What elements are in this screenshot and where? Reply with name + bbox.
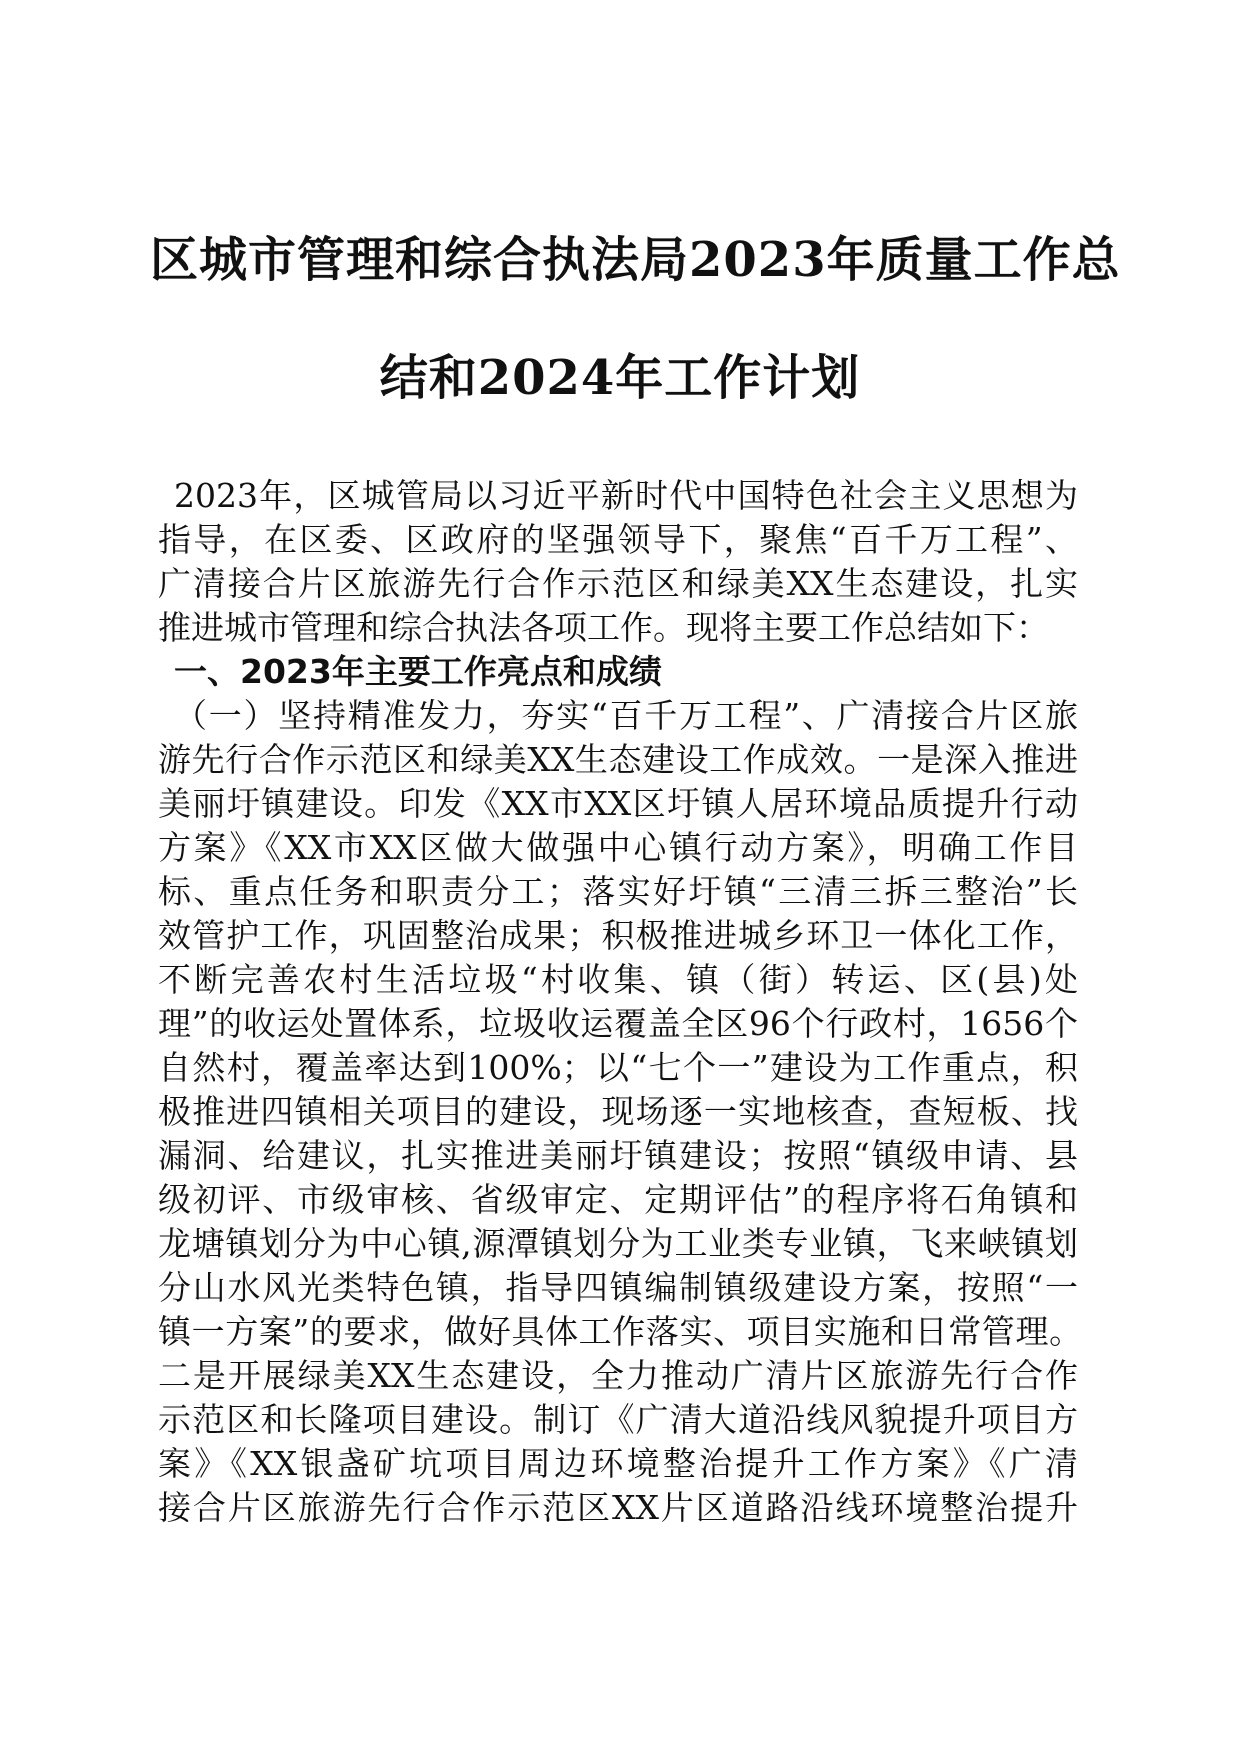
paragraph-line: 分山水风光类特色镇，指导四镇编制镇级建设方案，按照“一 (158, 1268, 1078, 1307)
paragraph-line: 广清接合片区旅游先行合作示范区和绿美XX生态建设，扎实 (158, 564, 1078, 603)
paragraph-line: 极推进四镇相关项目的建设，现场逐一实地核查，查短板、找 (158, 1092, 1078, 1131)
paragraph-line: 级初评、市级审核、省级审定、定期评估”的程序将石角镇和 (158, 1180, 1078, 1219)
paragraph-line: 理”的收运处置体系，垃圾收运覆盖全区96个行政村，1656个 (158, 1004, 1078, 1043)
paragraph-line: 游先行合作示范区和绿美XX生态建设工作成效。一是深入推进 (158, 740, 1078, 779)
paragraph-line: 效管护工作，巩固整治成果；积极推进城乡环卫一体化工作， (158, 916, 1078, 955)
section-heading: 一、2023年主要工作亮点和成绩 (174, 652, 662, 691)
paragraph-line: 接合片区旅游先行合作示范区XX片区道路沿线环境整治提升 (158, 1488, 1078, 1527)
paragraph-line: 案》《XX银盏矿坑项目周边环境整治提升工作方案》《广清 (158, 1444, 1078, 1483)
paragraph-line: 美丽圩镇建设。印发《XX市XX区圩镇人居环境品质提升行动 (158, 784, 1078, 823)
paragraph-line: 二是开展绿美XX生态建设，全力推动广清片区旅游先行合作 (158, 1356, 1078, 1395)
paragraph-line: 龙塘镇划分为中心镇,源潭镇划分为工业类专业镇，飞来峡镇划 (158, 1224, 1078, 1263)
paragraph-line: 不断完善农村生活垃圾“村收集、镇（街）转运、区(县)处 (158, 960, 1078, 999)
paragraph-line: 自然村，覆盖率达到100%；以“七个一”建设为工作重点，积 (158, 1048, 1078, 1087)
paragraph-line: 方案》《XX市XX区做大做强中心镇行动方案》，明确工作目 (158, 828, 1078, 867)
paragraph-line: 示范区和长隆项目建设。制订《广清大道沿线风貌提升项目方 (158, 1400, 1078, 1439)
document-title-line-2: 结和2024年工作计划 (379, 350, 861, 406)
document-title-line-1: 区城市管理和综合执法局2023年质量工作总 (150, 232, 1121, 288)
paragraph-line: 指导，在区委、区政府的坚强领导下，聚焦“百千万工程”、 (158, 520, 1078, 559)
paragraph-line: 漏洞、给建议，扎实推进美丽圩镇建设；按照“镇级申请、县 (158, 1136, 1078, 1175)
paragraph-line: 2023年，区城管局以习近平新时代中国特色社会主义思想为 (174, 476, 1078, 515)
paragraph-line: 标、重点任务和职责分工；落实好圩镇“三清三拆三整治”长 (158, 872, 1078, 911)
paragraph-line: （一）坚持精准发力，夯实“百千万工程”、广清接合片区旅 (174, 696, 1078, 735)
paragraph-line: 镇一方案”的要求，做好具体工作落实、项目实施和日常管理。 (158, 1312, 1083, 1351)
paragraph-line: 推进城市管理和综合执法各项工作。现将主要工作总结如下： (158, 608, 1049, 647)
